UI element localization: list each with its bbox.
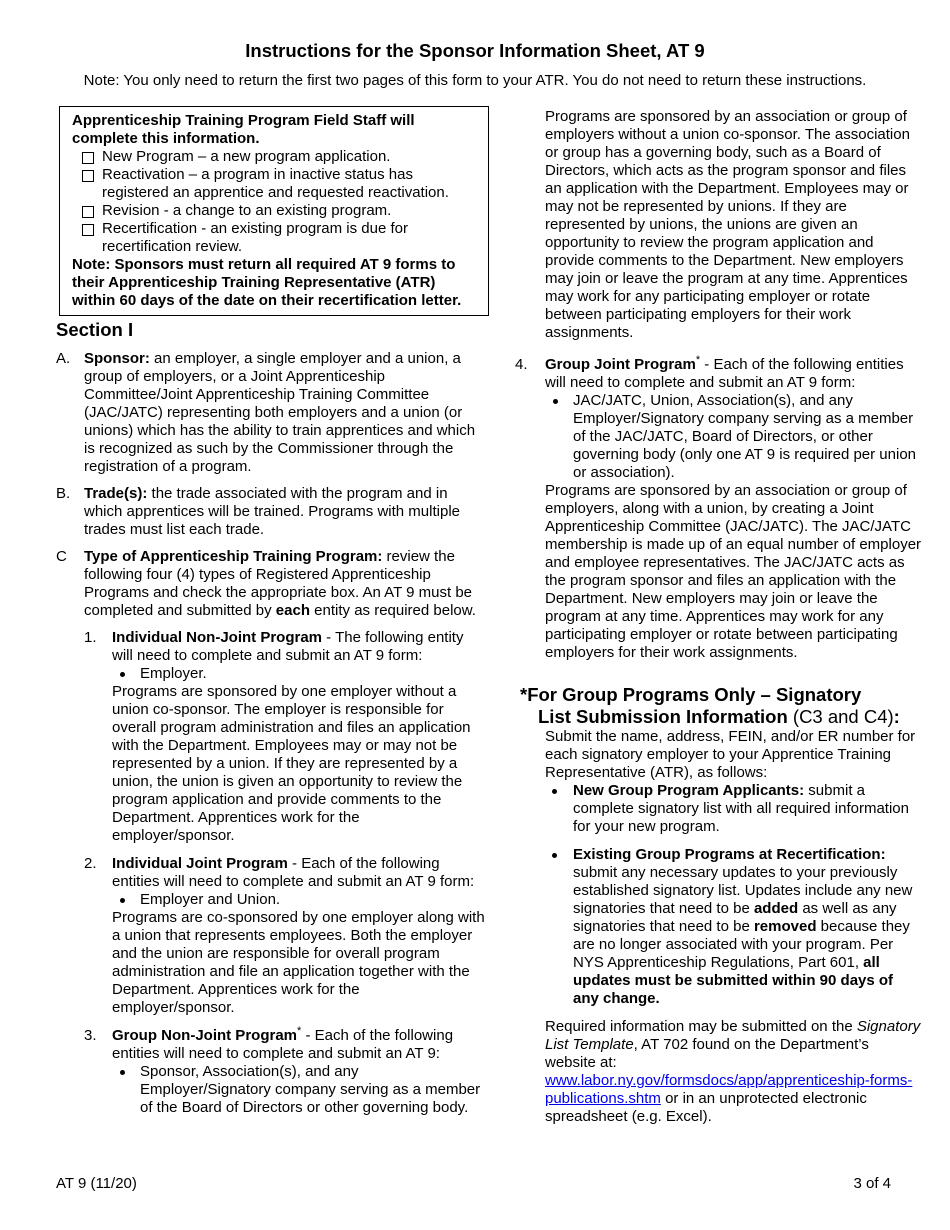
bullet-label: New Group Program Applicants: <box>573 782 805 799</box>
paragraph-text: Required information may be submitted on the <box>545 1018 857 1035</box>
checkbox-icon[interactable] <box>82 170 94 182</box>
item-term: Trade(s): <box>84 485 148 502</box>
bullet-emphasis: removed <box>753 918 817 935</box>
program-entity: JAC/JATC, Union, Association(s), and any Employer/Signatory company serving as a member of the JAC/JATC, Board of Directors, or other governing body (only one AT 9 is required per union or association). <box>545 392 922 482</box>
bullet-emphasis: all updates must be submitted within 90 days of any change. <box>573 954 894 1007</box>
heading-normal-part: (C3 and C4) <box>787 706 894 727</box>
program-4-description: Programs are sponsored by an association or group of employers, along with a union, by creating a Joint Apprenticeship Committee (JAC/JATC). The JAC/JATC membership is made up of an equal number of employer and employee representatives. The JAC/JATC acts as the program sponsor and files an application with the Department. New employers may join or leave the program at any time. Apprentices may work for any participating employer or rotate between participating employers for their work assignments. <box>545 482 922 661</box>
program-description: Programs are sponsored by one employer without a union co-sponsor. The employer is responsible for overall program administration and files an application with the Department. Employees may or may not be represented by a union. If they are represented by a union, the union is given an opportunity to review the program application and provide comments to the Department. Apprentices work for the employer/sponsor. <box>112 683 471 844</box>
bullet-label: Existing Group Programs at Recertification: <box>573 846 886 863</box>
item-text: entity as required below. <box>314 602 476 619</box>
heading-colon: : <box>893 706 900 727</box>
item-term: Type of Apprenticeship Training Program: <box>84 548 383 565</box>
right-column <box>512 108 922 1126</box>
item-label: A. <box>56 350 71 367</box>
item-label: B. <box>56 485 71 502</box>
program-number: 2. <box>84 855 97 872</box>
program-name: Group Joint Program <box>545 356 696 373</box>
program-asterisk: * <box>695 354 701 366</box>
group-intro: Submit the name, address, FEIN, and/or ER number for each signatory employer to your Apprentice Training Representative (ATR), as follows: <box>545 728 916 781</box>
checkbox-reactivation[interactable] <box>72 166 480 202</box>
group-programs-heading <box>512 684 922 728</box>
program-asterisk: * <box>297 1025 302 1037</box>
item-text-emphasis: each <box>275 602 310 619</box>
program-entity: Employer. <box>112 665 486 683</box>
page-number: 3 of 4 <box>853 1175 891 1192</box>
heading-bold-part: List Submission Information <box>538 706 788 727</box>
checkbox-label: Recertification - an existing program is due for recertification review. <box>102 220 408 255</box>
program-entity: Sponsor, Association(s), and any Employer/Signatory company serving as a member of the Board of Directors or other governing body. <box>112 1063 486 1117</box>
heading-line-2 <box>520 706 922 728</box>
field-staff-box <box>59 106 489 316</box>
program-name: Individual Joint Program <box>112 855 288 872</box>
bullet-text: as well as any signatories that need to be <box>573 900 897 935</box>
form-id: AT 9 (11/20) <box>56 1175 137 1192</box>
left-column <box>56 106 486 1126</box>
program-intro: - Each of the following entities will need to complete and submit an AT 9 form: <box>545 356 904 391</box>
item-b-trades <box>56 485 486 539</box>
checkbox-icon[interactable] <box>82 224 94 236</box>
checkbox-label: Revision - a change to an existing program. <box>102 202 392 219</box>
program-number: 3. <box>84 1027 97 1044</box>
item-text: the trade associated with the program and in which apprentices will be trained. Programs with multiple trades must list each trade. <box>84 485 460 538</box>
item-term: Sponsor: <box>84 350 150 367</box>
heading-line-1: *For Group Programs Only – Signatory <box>520 684 862 705</box>
return-note: Note: You only need to return the first two pages of this form to your ATR. You do not need to return these instructions. <box>83 72 867 89</box>
program-intro: - Each of the following entities will need to complete and submit an AT 9 form: <box>112 855 475 890</box>
sponsor-return-note: Note: Sponsors must return all required AT 9 forms to their Apprenticeship Training Representative (ATR) within 60 days of the date on their recertification letter. <box>72 256 462 309</box>
bullet-text: submit a complete signatory list with all required information for your new program. <box>573 782 909 835</box>
item-text: an employer, a single employer and a union, a group of employers, or a Joint Apprenticeship Committee/Joint Apprenticeship Training Committee (JAC/JATC) representing both employers and a union (or unions) which has the ability to train apprentices and which is recognized as such by the Commissioner through the registration of a program. <box>84 350 476 475</box>
item-c-program-type <box>56 548 486 1117</box>
item-a-sponsor <box>56 350 486 476</box>
program-description: Programs are co-sponsored by one employer along with a union that represents employees. Both the employer and the union are responsible for overall program administration and file an application together with the Department. Apprentices work for the employer/sponsor. <box>112 909 485 1016</box>
page-title: Instructions for the Sponsor Information Sheet, AT 9 <box>245 40 705 61</box>
bullet-text: because they are no longer associated with your program. Per NYS Apprenticeship Regulations, Part 601, <box>573 918 910 971</box>
group-programs-body <box>512 728 922 1126</box>
item-text: review the following four (4) types of Registered Apprenticeship Programs and check the appropriate box. An AT 9 must be completed and submitted by <box>84 548 473 619</box>
checkbox-revision[interactable] <box>72 202 480 220</box>
checkbox-new-program[interactable] <box>72 148 480 166</box>
existing-programs-bullet <box>545 846 922 1008</box>
bullet-text: submit any necessary updates to your previously established signatory list. Updates include any new signatories that need to be <box>573 864 913 917</box>
program-name: Individual Non-Joint Program <box>112 629 323 646</box>
program-1 <box>84 629 486 845</box>
program-3 <box>84 1027 486 1117</box>
program-name: Group Non-Joint Program <box>112 1027 297 1044</box>
program-intro: - Each of the following entities will need to complete and submit an AT 9: <box>112 1027 454 1062</box>
checkbox-recertification[interactable] <box>72 220 480 256</box>
bullet-emphasis: added <box>753 900 799 917</box>
program-2 <box>84 855 486 1017</box>
checkbox-label: New Program – a new program application. <box>102 148 391 165</box>
paragraph-text: or in an unprotected electronic spreadsheet (e.g. Excel). <box>545 1090 867 1125</box>
program-intro: - The following entity will need to complete and submit an AT 9 form: <box>112 629 464 664</box>
checkbox-label: Reactivation – a program in inactive status has registered an apprentice and requested reactivation. <box>102 166 449 201</box>
required-info-paragraph <box>545 1018 922 1126</box>
program-entity: Employer and Union. <box>112 891 486 909</box>
template-name: Signatory List Template <box>545 1018 921 1053</box>
paragraph-text: , AT 702 found on the Department’s website at: <box>545 1036 869 1071</box>
checkbox-icon[interactable] <box>82 206 94 218</box>
program-3-description: Programs are sponsored by an association or group of employers without a union co-sponsor. The association or group has a governing body, such as a Board of Directors, which acts as the program sponsor and files an application with the Department. Employees may or may not be represented by unions. If they are represented by unions, the unions are given an opportunity to review the program application and provide comments to the Department. New employers may join or leave the program at any time. Apprentices may work for any participating employer or rotate between participating employers for their work assignments. <box>545 108 910 341</box>
field-staff-heading: Apprenticeship Training Program Field Staff will complete this information. <box>72 112 415 147</box>
section-title: Section I <box>56 319 134 340</box>
new-applicants-bullet <box>545 782 922 836</box>
item-label: C <box>56 548 67 565</box>
forms-publications-link[interactable]: www.labor.ny.gov/formsdocs/app/apprenticeship-forms-publications.shtm <box>545 1072 913 1107</box>
program-4 <box>512 356 922 482</box>
program-number: 4. <box>515 356 528 373</box>
checkbox-icon[interactable] <box>82 152 94 164</box>
program-number: 1. <box>84 629 97 646</box>
